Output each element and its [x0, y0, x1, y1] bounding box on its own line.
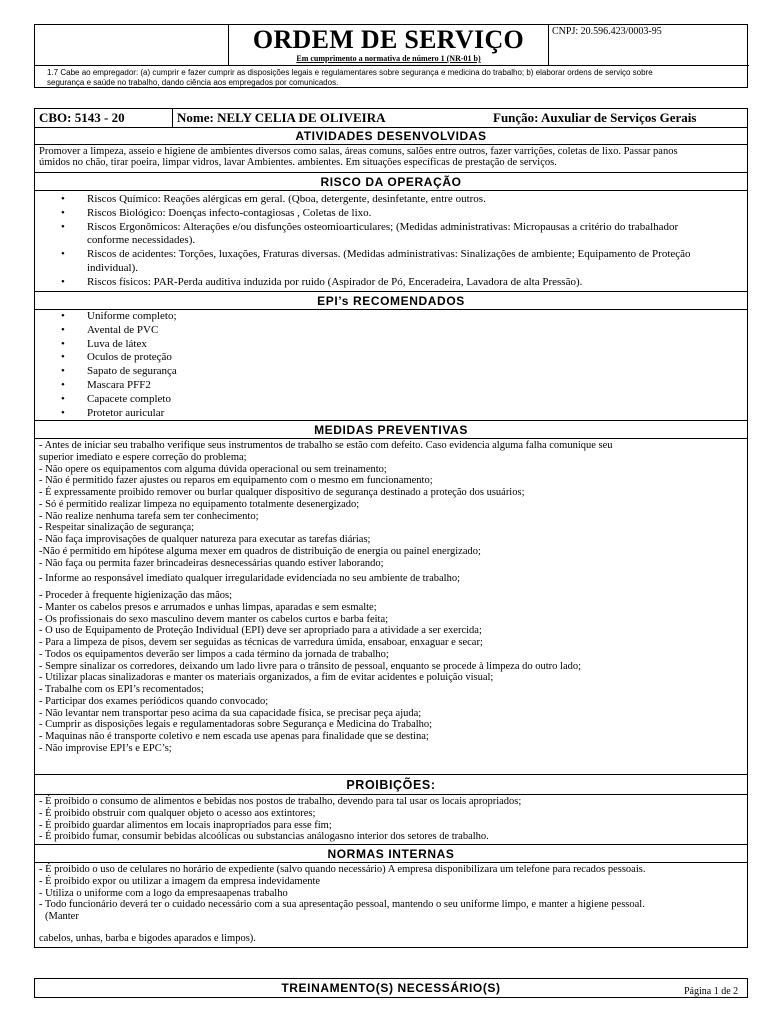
medida-line: - Utilizar placas sinalizadoras e manter os materiais organizados, a fim de evitar acidentes e poluição visual; — [39, 672, 494, 684]
legal-note-line: 1.7 Cabe ao empregador: (a) cumprir e fazer cumprir as disposições legais e regulamentares sobre segurança e medicina do trabalho; b) elaborar ordens de serviço sobre — [47, 68, 653, 77]
section-title-normas: NORMAS INTERNAS — [35, 845, 747, 863]
risk-item: • Riscos Químico: Reações alérgicas em geral. (Qboa, detergente, desinfetante, entre outros. — [87, 193, 747, 207]
medida-line: - Proceder à frequente higienização das mãos; — [39, 590, 232, 601]
epi-item: • Avental de PVC — [87, 324, 747, 338]
medida-line: - Antes de iniciar seu trabalho verifique seus instrumentos de trabalho se estão com defeito. Caso evidencia alguma falha comunique seu — [39, 440, 613, 451]
treinamento-title: TREINAMENTO(S) NECESSÁRIO(S) — [281, 981, 501, 995]
medida-line: - O uso de Equipamento de Proteção Individual (EPI) deve ser apropriado para a atividade a ser exercida; — [39, 625, 482, 637]
medida-line: - Sempre sinalizar os corredores, deixando um lado livre para o trânsito de pessoal, enquanto se procede à limpeza do outro lado; — [39, 660, 582, 672]
employee-function: Função: Auxuliar de Serviços Gerais — [493, 110, 697, 125]
proibicao-line: - É proibido fumar, consumir bebidas alcoólicas ou substancias análogasno interior dos setores de trabalho. — [39, 831, 489, 843]
medida-line: - Não opere os equipamentos com alguma dúvida operacional ou sem treinamento; — [39, 463, 387, 475]
norma-line: - Todo funcionário deverá ter o cuidado necessário com a sua apresentação pessoal, mantendo o seu uniforme limpo, e manter a higiene pessoal. — [39, 899, 645, 911]
risk-item: • Riscos Ergonômicos: Alterações e/ou disfunções osteomioarticulares; (Medidas administrativas: Micropausas a critério do trabalhador conforme necessidades). — [87, 221, 747, 249]
medida-line: - É expressamente proibido remover ou burlar qualquer dispositivo de segurança destinado a proteção dos usuários; — [39, 487, 525, 498]
legal-note-line: segurança e saúde no trabalho, dando ciência aos empregados por comunicados. — [47, 78, 339, 87]
epi-item: • Sapato de segurança — [87, 365, 747, 379]
document-title: ORDEM DE SERVIÇO — [252, 25, 525, 54]
medida-line: - Não levantar nem transportar peso acima da sua capacidade física, se precisar peça ajuda; — [39, 707, 422, 719]
employee-name: Nome: NELY CELIA DE OLIVEIRA — [177, 110, 386, 125]
normas-text — [35, 863, 747, 947]
riscos-list — [35, 193, 747, 290]
medida-line: - Todos os equipamentos deverão ser limpos a cada término da jornada de trabalho; — [39, 648, 389, 660]
cbo-code: CBO: 5143 - 20 — [35, 109, 173, 127]
section-title-epis: EPI’s RECOMENDADOS — [35, 292, 747, 310]
section-title-riscos: RISCO DA OPERAÇÃO — [35, 173, 747, 191]
epi-item: • Mascara PFF2 — [87, 379, 747, 393]
medida-line: - Não é permitido fazer ajustes ou reparos em equipamento com o mesmo em funcionamento; — [39, 475, 433, 487]
norma-line: cabelos, unhas, barba e bigodes aparados e limpos). — [39, 932, 256, 944]
epis-list — [35, 310, 747, 420]
treinamento-box — [34, 978, 748, 998]
document-header — [34, 24, 748, 88]
proibicao-line: - É proibido guardar alimentos em locais inapropriados para esse fim; — [39, 819, 332, 831]
norma-line: - Utiliza o uniforme com a logo da empresaapenas trabalho — [39, 887, 288, 899]
norma-line: (Manter — [45, 911, 79, 922]
section-title-medidas: MEDIDAS PREVENTIVAS — [35, 421, 747, 439]
norma-line: - É proibido expor ou utilizar a imagem da empresa indevidamente — [39, 875, 321, 887]
risk-item: • Riscos de acidentes: Torções, luxações, Fraturas diversas. (Medidas administrativas: Sinalizações de ambiente; Equipamento de Proteção individual). — [87, 248, 747, 276]
legal-note — [35, 66, 749, 89]
section-title-proibicoes: PROIBIÇÕES: — [35, 775, 747, 795]
medida-line: - Informe ao responsável imediato qualquer irregularidade evidenciada no seu ambiente de trabalho; — [39, 573, 460, 585]
risk-item: • Riscos físicos: PAR-Perda auditiva induzida por ruido (Aspirador de Pó, Enceradeira, Lavadora de alta Pressão). — [87, 276, 747, 290]
atividades-line: úmidos no chão, tirar poeira, limpar vidros, lavar Ambientes. ambientes. Em situações específicas de prestação de serviços. — [39, 157, 557, 169]
proibicao-line: - É proibido o consumo de alimentos e bebidas nos postos de trabalho, devendo para tal usar os locais apropriados; — [39, 796, 522, 807]
epi-item: • Protetor auricular — [87, 407, 747, 421]
logo-cell — [35, 25, 229, 66]
title-cell — [229, 25, 549, 66]
medida-line: - Não improvise EPI’s e EPC’s; — [39, 742, 172, 754]
medidas-text — [35, 439, 747, 775]
atividades-text — [35, 145, 747, 173]
medida-line: - Para a limpeza de pisos, devem ser seguidas as técnicas de varredura úmida, ensaboar, enxaguar e secar; — [39, 637, 483, 648]
medida-line: - Participar dos exames periódicos quando convocado; — [39, 695, 269, 707]
medida-line: - Cumprir as disposições legais e regulamentadoras sobre Segurança e Medicina do Trabalho; — [39, 719, 433, 731]
proibicoes-text — [35, 795, 747, 845]
epis-list-cell — [35, 310, 747, 421]
employee-row — [35, 109, 747, 128]
document-subtitle: Em cumprimento a normativa de número 1 (NR-01 b) — [296, 54, 481, 63]
medida-line: - Os profissionais do sexo masculino devem manter os cabelos curtos e barba feita; — [39, 613, 389, 625]
medida-line: - Manter os cabelos presos e arrumados e unhas limpas, aparadas e sem esmalte; — [39, 601, 377, 613]
service-order-table — [34, 108, 748, 948]
section-title-atividades: ATIVIDADES DESENVOLVIDAS — [35, 128, 747, 145]
medida-line: - Não realize nenhuma tarefa sem ter conhecimento; — [39, 510, 259, 522]
medida-line: superior imediato e espere correção do problema; — [39, 451, 247, 463]
page-number: Página 1 de 2 — [684, 986, 739, 997]
epi-item: • Uniforme completo; — [87, 310, 747, 324]
epi-item: • Oculos de proteção — [87, 351, 747, 365]
atividades-line: Promover a limpeza, asseio e higiene de ambientes diversos como salas, áreas comuns, salões entre outros, fazer varrições, coletas de lixo. Passar panos — [39, 146, 678, 157]
medida-line: - Respeitar sinalização de segurança; — [39, 522, 195, 534]
medida-line: - Não faça improvisações de qualquer natureza para executar as tarefas diárias; — [39, 534, 371, 545]
cnpj-text: CNPJ: 20.596.423/0003-95 — [549, 25, 749, 66]
medida-line: -Não é permitido em hipótese alguma mexer em quadros de distribuição de energia ou painel energizado; — [39, 545, 481, 557]
norma-line: - É proibido o uso de celulares no horário de expediente (salvo quando necessário) A empresa disponibilizara um telefone para recados pessoais. — [39, 864, 646, 875]
proibicao-line: - É proibido obstruir com qualquer objeto o acesso aos extintores; — [39, 807, 316, 819]
epi-item: • Capacete completo — [87, 393, 747, 407]
medida-line: - Maquinas não é transporte coletivo e nem escada use apenas para finalidade que se destina; — [39, 731, 429, 742]
epi-item: • Luva de látex — [87, 338, 747, 352]
medida-line: - Só é permitido realizar limpeza no equipamento totalmente desenergizado; — [39, 498, 360, 510]
risk-item: • Riscos Biológico: Doenças infecto-contagiosas , Coletas de lixo. — [87, 207, 747, 221]
employee-name-cell — [173, 109, 747, 127]
medida-line: - Trabalhe com os EPI’s recomentados; — [39, 684, 204, 695]
medida-line: - Não faça ou permita fazer brincadeiras desnecessárias quando estiver laborando; — [39, 557, 384, 569]
riscos-list-cell — [35, 191, 747, 292]
